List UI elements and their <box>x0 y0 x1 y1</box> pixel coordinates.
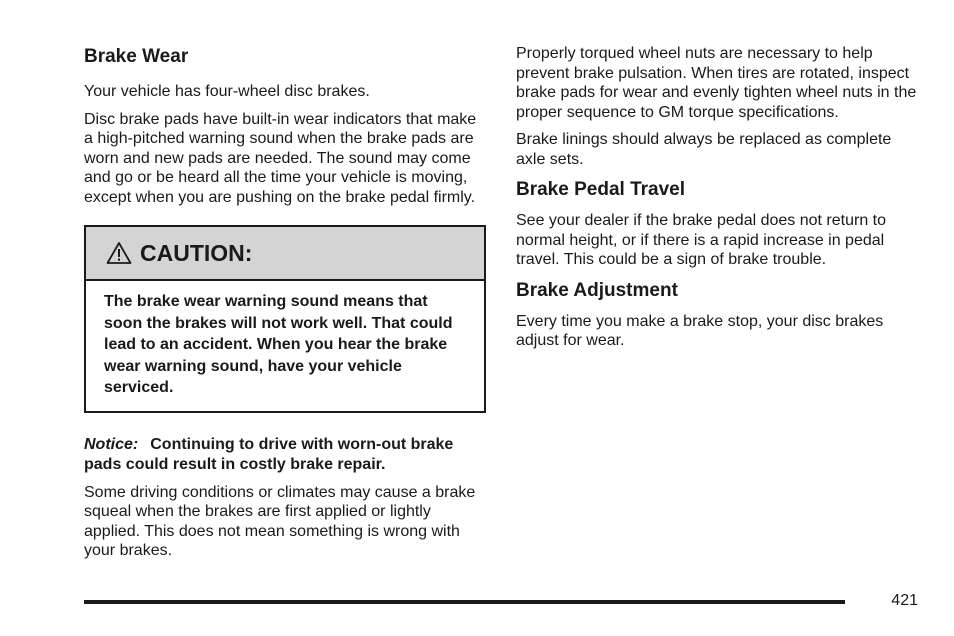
warning-triangle-icon <box>106 241 132 265</box>
caution-header <box>86 227 484 281</box>
section-heading-brake-adjustment: Brake Adjustment <box>516 279 678 301</box>
page-number: 421 <box>891 592 918 609</box>
caution-box <box>84 225 486 413</box>
section-heading-brake-wear: Brake Wear <box>84 46 189 67</box>
caution-title: CAUTION: <box>140 239 253 266</box>
paragraph-brake-squeal: Some driving conditions or climates may cause a brake squeal when the brakes are first applied or lightly applied. This does not mean something is wrong with your brakes. <box>84 483 476 559</box>
footer-rule <box>84 600 845 604</box>
left-column <box>84 44 488 569</box>
section-heading-brake-pedal-travel: Brake Pedal Travel <box>516 179 685 200</box>
paragraph-disc-brakes: Your vehicle has four-wheel disc brakes. <box>84 83 370 100</box>
right-column <box>516 44 920 359</box>
paragraph-wear-indicators: Disc brake pads have built-in wear indicators that make a high-pitched warning sound when the brake pads are worn and new pads are needed. The sound may come and go or be heard all the time your vehicle is moving, except when you are pushing on the brake pedal firmly. <box>84 110 477 206</box>
paragraph-brake-linings: Brake linings should always be replaced as complete axle sets. <box>516 131 892 168</box>
notice <box>84 435 488 475</box>
notice-text: Continuing to drive with worn-out brake pads could result in costly brake repair. <box>84 435 454 473</box>
paragraph-pedal-travel: See your dealer if the brake pedal does not return to normal height, or if there is a rapid increase in pedal travel. This could be a sign of brake trouble. <box>516 212 887 268</box>
caution-body: The brake wear warning sound means that soon the brakes will not work well. That could lead to an accident. When you hear the brake wear warning sound, have your vehicle serviced. <box>104 293 453 396</box>
paragraph-wheel-nuts: Properly torqued wheel nuts are necessary to help prevent brake pulsation. When tires are rotated, inspect brake pads for wear and evenly tighten wheel nuts in the proper sequence to GM torque specifications. <box>516 45 917 121</box>
notice-label: Notice: <box>84 435 139 453</box>
paragraph-brake-adjust: Every time you make a brake stop, your disc brakes adjust for wear. <box>516 312 884 349</box>
